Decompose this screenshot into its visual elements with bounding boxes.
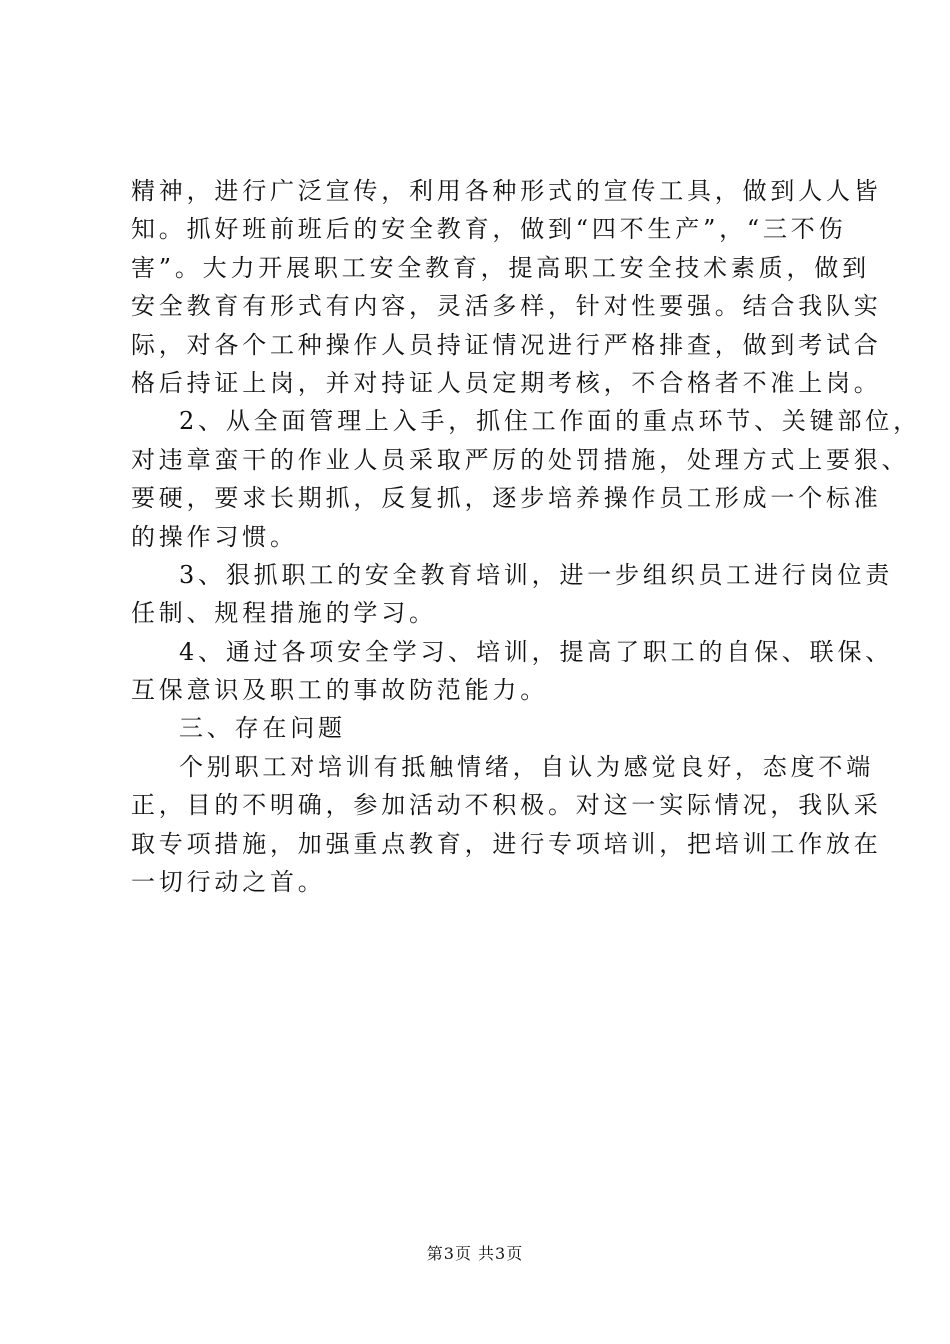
document-body bbox=[131, 172, 921, 901]
text-line: 的操作习惯。 bbox=[131, 522, 298, 551]
text-line: 一切行动之首。 bbox=[131, 868, 326, 897]
text-line: 际，对各个工种操作人员持证情况进行严格排查，做到考试合 bbox=[131, 330, 882, 359]
page-footer bbox=[0, 1244, 950, 1264]
text-line: 互保意识及职工的事故防范能力。 bbox=[131, 676, 548, 705]
text-line: 对违章蛮干的作业人员采取严厉的处罚措施，处理方式上要狠、 bbox=[131, 445, 910, 474]
text-line: 知。抓好班前班后的安全教育，做到“四不生产”，“三不伤 bbox=[131, 215, 847, 244]
text-line: 3、狠抓职工的安全教育培训，进一步组织员工进行岗位责 bbox=[179, 560, 894, 589]
text-line: 害”。大力开展职工安全教育，提高职工安全技术素质，做到 bbox=[131, 253, 870, 282]
text-line: 取专项措施，加强重点教育，进行专项培训，把培训工作放在 bbox=[131, 829, 882, 858]
page-number: 第3页 共3页 bbox=[426, 1244, 524, 1263]
text-line: 安全教育有形式有内容，灵活多样，针对性要强。结合我队实 bbox=[131, 292, 882, 321]
text-line: 格后持证上岗，并对持证人员定期考核，不合格者不准上岗。 bbox=[131, 368, 882, 397]
text-line: 4、通过各项安全学习、培训，提高了职工的自保、联保、 bbox=[179, 637, 894, 666]
text-line: 正，目的不明确，参加活动不积极。对这一实际情况，我队采 bbox=[131, 791, 882, 820]
text-line: 要硬，要求长期抓，反复抓，逐步培养操作员工形成一个标准 bbox=[131, 484, 882, 513]
text-line: 精神，进行广泛宣传，利用各种形式的宣传工具，做到人人皆 bbox=[131, 177, 882, 205]
text-line: 2、从全面管理上入手，抓住工作面的重点环节、关键部位， bbox=[179, 407, 921, 436]
text-line: 任制、规程措施的学习。 bbox=[131, 599, 437, 628]
text-line: 个别职工对培训有抵触情绪，自认为感觉良好，态度不端 bbox=[179, 752, 874, 781]
section-heading: 三、存在问题 bbox=[179, 714, 346, 743]
